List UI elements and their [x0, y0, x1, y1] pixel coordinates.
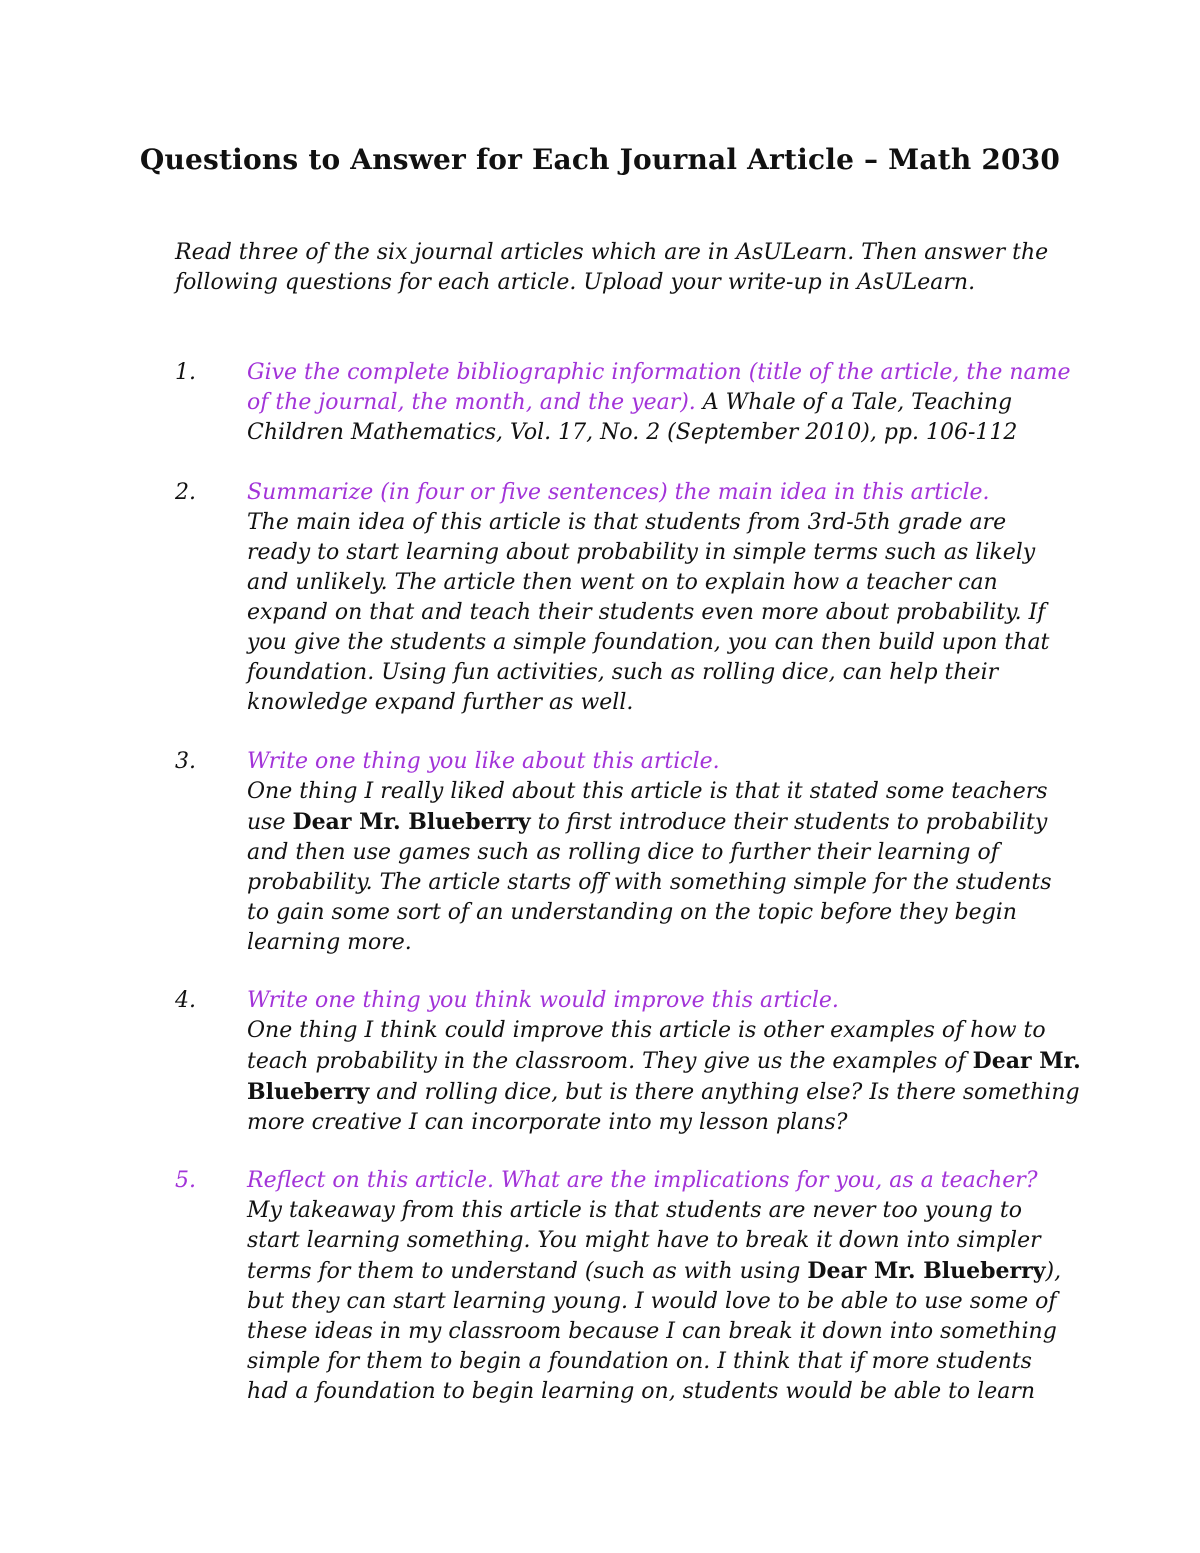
answer-text: to first introduce their students to probability	[530, 810, 1048, 835]
question-body	[247, 986, 1081, 1138]
question-number: 2.	[175, 480, 196, 505]
book-title: Dear Mr. Blueberry	[292, 809, 531, 835]
answer-line: but they can start learning young. I would love to be able to use some of	[247, 1289, 1057, 1314]
answer-line: start learning something. You might have to break it down into simpler	[247, 1228, 1041, 1253]
answer-text: teach probability in the classroom. They give us the examples of	[247, 1049, 973, 1074]
answer-line	[247, 1256, 1062, 1287]
question-text: Reflect on this article. What are the implications for you, as a teacher?	[247, 1168, 1038, 1193]
answer-line: to gain some sort of an understanding on the topic before they begin	[247, 900, 1017, 925]
book-title: Blueberry	[247, 1079, 370, 1105]
intro-line: Read three of the six journal articles which are in AsULearn. Then answer the	[175, 240, 1049, 265]
question-text: of the journal, the month, and the year).	[247, 390, 696, 415]
question-body	[247, 358, 1071, 448]
answer-line: knowledge expand further as well.	[247, 690, 634, 715]
answer-line: you give the students a simple foundation, you can then build upon that	[247, 630, 1050, 655]
question-text: Give the complete bibliographic information (title of the article, the name	[247, 360, 1071, 385]
question-number: 1.	[175, 360, 196, 385]
answer-line: One thing I really liked about this article is that it stated some teachers	[247, 779, 1048, 804]
answer-line: learning more.	[247, 930, 412, 955]
answer-line: more creative I can incorporate into my lesson plans?	[247, 1110, 848, 1135]
question-body	[247, 1166, 1062, 1407]
question-text: Write one thing you think would improve this article.	[247, 988, 839, 1013]
answer-line	[247, 1046, 1081, 1077]
answer-line: probability. The article starts off with something simple for the students	[247, 870, 1052, 895]
question-number: 5.	[175, 1168, 196, 1193]
answer-line: expand on that and teach their students even more about probability. If	[247, 600, 1046, 625]
answer-line: simple for them to begin a foundation on. I think that if more students	[247, 1349, 1032, 1374]
question-text: Summarize (in four or five sentences) the main idea in this article.	[247, 480, 990, 505]
answer-text: and rolling dice, but is there anything else? Is there something	[369, 1080, 1080, 1105]
answer-line: foundation. Using fun activities, such as rolling dice, can help their	[247, 660, 999, 685]
book-title: Dear Mr. Blueberry	[807, 1258, 1046, 1284]
intro-paragraph	[175, 238, 1049, 298]
book-title: Dear Mr.	[972, 1048, 1081, 1074]
answer-line: One thing I think could improve this article is other examples of how to	[247, 1018, 1046, 1043]
answer-line: and then use games such as rolling dice to further their learning of	[247, 840, 999, 865]
answer-text: A Whale of a Tale, Teaching	[695, 390, 1013, 415]
answer-line: ready to start learning about probability in simple terms such as likely	[247, 540, 1036, 565]
answer-line	[247, 1077, 1080, 1108]
page-title: Questions to Answer for Each Journal Article – Math 2030	[139, 143, 1061, 176]
answer-line	[247, 807, 1047, 838]
question-body	[247, 478, 1050, 718]
question-number: 3.	[175, 749, 196, 774]
answer-line: My takeaway from this article is that students are never too young to	[247, 1198, 1022, 1223]
answer-line: The main idea of this article is that students from 3rd-5th grade are	[247, 510, 1007, 535]
answer-line: these ideas in my classroom because I can break it down into something	[247, 1319, 1057, 1344]
question-text: Write one thing you like about this article.	[247, 749, 720, 774]
question-body	[247, 747, 1052, 958]
question-line	[247, 388, 1047, 418]
answer-line: and unlikely. The article then went on to explain how a teacher can	[247, 570, 998, 595]
answer-line: had a foundation to begin learning on, students would be able to learn	[247, 1379, 1036, 1404]
answer-text: use	[247, 810, 293, 835]
answer-text: terms for them to understand (such as with using	[247, 1259, 808, 1284]
question-number: 4.	[175, 988, 196, 1013]
answer-text: ),	[1045, 1259, 1062, 1284]
intro-line: following questions for each article. Upload your write-up in AsULearn.	[175, 270, 976, 295]
answer-text: Children Mathematics, Vol. 17, No. 2 (September 2010), pp. 106-112	[247, 420, 1018, 445]
